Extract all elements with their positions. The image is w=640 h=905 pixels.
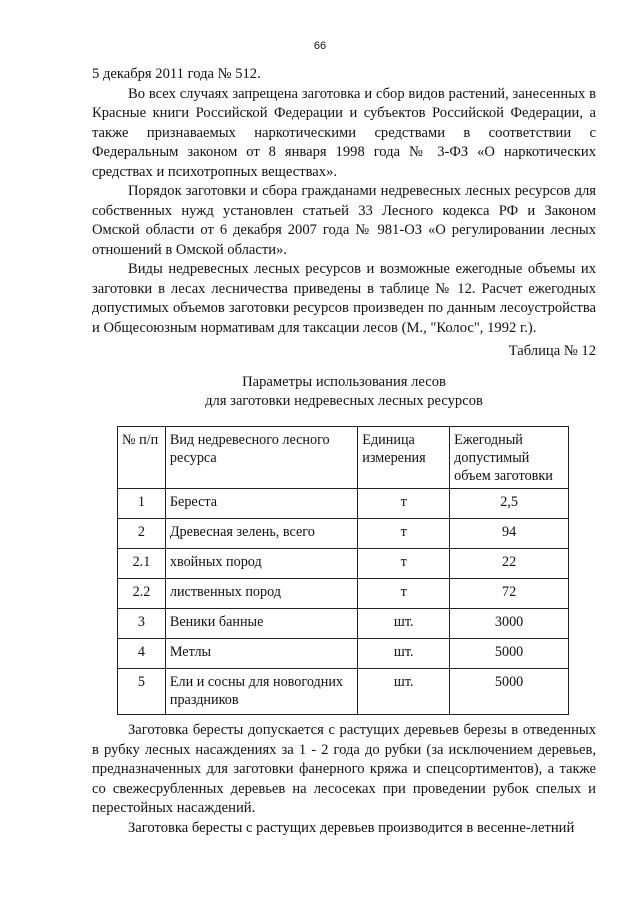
cell-number: 2	[118, 519, 166, 549]
table-title-line: для заготовки недревесных лесных ресурсов	[205, 393, 483, 409]
cell-number: 2.1	[118, 549, 166, 579]
header-number: № п/п	[118, 427, 166, 489]
table-row	[118, 639, 569, 669]
cell-resource: Метлы	[165, 639, 357, 669]
cell-volume: 94	[450, 519, 569, 549]
table-title-line: Параметры использования лесов	[242, 374, 446, 390]
table-row	[118, 489, 569, 519]
cell-volume: 22	[450, 549, 569, 579]
table-row	[118, 579, 569, 609]
paragraph: 5 декабря 2011 года № 512.	[92, 66, 261, 82]
paragraph: Виды недревесных лесных ресурсов и возможные ежегодные объемы их заготовки в лесах лесничества приведены в таблице № 12. Расчет ежегодных допустимых объемов заготовки ресурсов произведен по данным лесоустройства и Общесоюзным нормативам для таксации лесов (М., "Колос", 1992 г.).	[92, 261, 596, 336]
table-header-row	[118, 427, 569, 489]
table-row	[118, 609, 569, 639]
header-unit: Единица измерения	[358, 427, 450, 489]
cell-volume: 72	[450, 579, 569, 609]
cell-unit: т	[358, 579, 450, 609]
cell-resource: Ели и сосны для новогодних праздников	[165, 669, 357, 715]
cell-volume: 5000	[450, 639, 569, 669]
table-row	[118, 519, 569, 549]
cell-resource: Древесная зелень, всего	[165, 519, 357, 549]
resources-table	[117, 426, 569, 715]
cell-resource: Береста	[165, 489, 357, 519]
header-volume: Ежегодный допустимый объем заготовки	[450, 427, 569, 489]
cell-unit: шт.	[358, 669, 450, 715]
paragraph: Заготовка бересты с растущих деревьев производится в весенне-летний	[128, 819, 575, 836]
table-row	[118, 549, 569, 579]
cell-number: 3	[118, 609, 166, 639]
paragraph: Заготовка бересты допускается с растущих деревьев березы в отведенных в рубку лесных насаждениях за 1 - 2 года до рубки (за исключением деревьев, предназначенных для заготовки фанерного кряжа и спецсортиментов), а также со свежесрубленных деревьев на лесосеках при проведении рубок спелых и перестойных насаждений.	[92, 722, 596, 816]
paragraph: Порядок заготовки и сбора гражданами недревесных лесных ресурсов для собственных нужд установлен статьей 33 Лесного кодекса РФ и Законом Омской области от 6 декабря 2007 года № 981-ОЗ «О регулировании лесных отношений в Омской области».	[92, 183, 596, 258]
paragraph: Во всех случаях запрещена заготовка и сбор видов растений, занесенных в Красные книги Российской Федерации и субъектов Российской Федерации, а также признаваемых наркотическими средствами в соответствии с Федеральным законом от 8 января 1998 года № 3-ФЗ «О наркотических средствах и психотропных веществах».	[92, 85, 596, 180]
cell-number: 5	[118, 669, 166, 715]
table-row	[118, 669, 569, 715]
cell-number: 4	[118, 639, 166, 669]
cell-unit: шт.	[358, 639, 450, 669]
cell-unit: шт.	[358, 609, 450, 639]
text-block-after-table	[92, 721, 596, 838]
cell-volume: 3000	[450, 609, 569, 639]
cell-resource: Веники банные	[165, 609, 357, 639]
cell-unit: т	[358, 489, 450, 519]
cell-unit: т	[358, 549, 450, 579]
cell-number: 2.2	[118, 579, 166, 609]
header-resource: Вид недревесного лесного ресурса	[165, 427, 357, 489]
cell-unit: т	[358, 519, 450, 549]
page-number: 66	[313, 40, 327, 52]
cell-number: 1	[118, 489, 166, 519]
cell-volume: 2,5	[450, 489, 569, 519]
text-block-before-table	[92, 65, 596, 338]
table-caption: Таблица № 12	[508, 343, 596, 359]
cell-resource: лиственных пород	[165, 579, 357, 609]
cell-resource: хвойных пород	[165, 549, 357, 579]
cell-volume: 5000	[450, 669, 569, 715]
table-title	[92, 373, 596, 411]
